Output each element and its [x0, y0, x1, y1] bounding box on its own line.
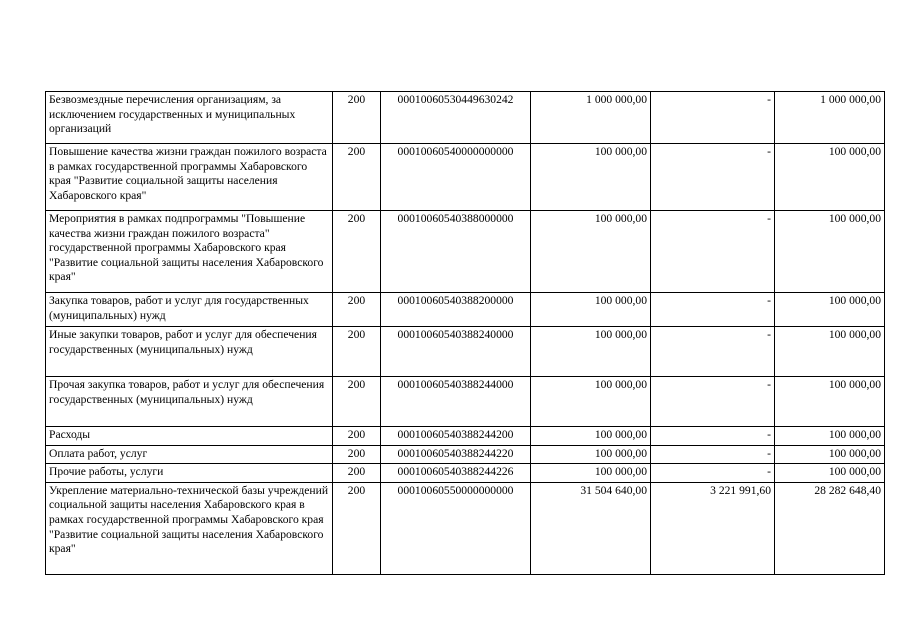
- row-kbk-cell: 00010060540388244000: [381, 377, 531, 427]
- row-kbk-cell: 00010060540388244200: [381, 427, 531, 446]
- row-code-cell: 200: [333, 377, 381, 427]
- row-kbk-cell: 00010060540388244220: [381, 445, 531, 464]
- row-remaining-cell: 1 000 000,00: [775, 92, 885, 144]
- row-name-cell: Безвозмездные перечисления организациям, за исключением государственных и муниципальных организаций: [46, 92, 333, 144]
- row-kbk-cell: 00010060550000000000: [381, 482, 531, 574]
- row-code-cell: 200: [333, 327, 381, 377]
- row-executed-cell: -: [651, 144, 775, 211]
- row-kbk-cell: 00010060540388200000: [381, 293, 531, 327]
- row-name-cell: Мероприятия в рамках подпрограммы "Повышение качества жизни граждан пожилого возраста" государственной программы Хабаровского края "Развитие социальной защиты населения Хабаровского края": [46, 211, 333, 293]
- row-remaining-cell: 100 000,00: [775, 464, 885, 483]
- row-name-cell: Прочие работы, услуги: [46, 464, 333, 483]
- row-executed-cell: -: [651, 92, 775, 144]
- row-executed-cell: 3 221 991,60: [651, 482, 775, 574]
- row-name-cell: Иные закупки товаров, работ и услуг для обеспечения государственных (муниципальных) нужд: [46, 327, 333, 377]
- row-approved-cell: 100 000,00: [531, 327, 651, 377]
- row-approved-cell: 1 000 000,00: [531, 92, 651, 144]
- row-approved-cell: 100 000,00: [531, 144, 651, 211]
- table-row: [46, 92, 885, 144]
- row-code-cell: 200: [333, 482, 381, 574]
- row-code-cell: 200: [333, 427, 381, 446]
- row-kbk-cell: 00010060540388000000: [381, 211, 531, 293]
- row-code-cell: 200: [333, 92, 381, 144]
- row-kbk-cell: 00010060530449630242: [381, 92, 531, 144]
- row-code-cell: 200: [333, 445, 381, 464]
- row-remaining-cell: 100 000,00: [775, 427, 885, 446]
- row-approved-cell: 100 000,00: [531, 445, 651, 464]
- table-row: [46, 427, 885, 446]
- table-row: [46, 293, 885, 327]
- table-row: [46, 482, 885, 574]
- row-name-cell: Оплата работ, услуг: [46, 445, 333, 464]
- row-executed-cell: -: [651, 464, 775, 483]
- table-row: [46, 327, 885, 377]
- row-executed-cell: -: [651, 445, 775, 464]
- row-name-cell: Прочая закупка товаров, работ и услуг для обеспечения государственных (муниципальных) нужд: [46, 377, 333, 427]
- table-row: [46, 211, 885, 293]
- table-row: [46, 144, 885, 211]
- row-kbk-cell: 00010060540388240000: [381, 327, 531, 377]
- table-row: [46, 445, 885, 464]
- row-executed-cell: -: [651, 293, 775, 327]
- row-code-cell: 200: [333, 293, 381, 327]
- row-approved-cell: 31 504 640,00: [531, 482, 651, 574]
- row-approved-cell: 100 000,00: [531, 293, 651, 327]
- row-remaining-cell: 100 000,00: [775, 144, 885, 211]
- row-kbk-cell: 00010060540000000000: [381, 144, 531, 211]
- row-code-cell: 200: [333, 464, 381, 483]
- table-body: [46, 92, 885, 575]
- row-name-cell: Укрепление материально-технической базы учреждений социальной защиты населения Хабаровского края в рамках государственной программы Хабаровского края "Развитие социальной защиты населения Хабаровского края": [46, 482, 333, 574]
- row-approved-cell: 100 000,00: [531, 427, 651, 446]
- row-name-cell: Закупка товаров, работ и услуг для государственных (муниципальных) нужд: [46, 293, 333, 327]
- row-name-cell: Повышение качества жизни граждан пожилого возраста в рамках государственной программы Хабаровского края "Развитие социальной защиты населения Хабаровского края": [46, 144, 333, 211]
- row-executed-cell: -: [651, 327, 775, 377]
- row-code-cell: 200: [333, 211, 381, 293]
- table-row: [46, 464, 885, 483]
- row-remaining-cell: 100 000,00: [775, 327, 885, 377]
- row-executed-cell: -: [651, 211, 775, 293]
- row-remaining-cell: 100 000,00: [775, 211, 885, 293]
- row-remaining-cell: 28 282 648,40: [775, 482, 885, 574]
- row-executed-cell: -: [651, 427, 775, 446]
- row-remaining-cell: 100 000,00: [775, 293, 885, 327]
- row-code-cell: 200: [333, 144, 381, 211]
- row-approved-cell: 100 000,00: [531, 464, 651, 483]
- budget-execution-table: [45, 91, 885, 575]
- table-row: [46, 377, 885, 427]
- row-approved-cell: 100 000,00: [531, 377, 651, 427]
- row-kbk-cell: 00010060540388244226: [381, 464, 531, 483]
- row-name-cell: Расходы: [46, 427, 333, 446]
- row-executed-cell: -: [651, 377, 775, 427]
- row-remaining-cell: 100 000,00: [775, 377, 885, 427]
- row-remaining-cell: 100 000,00: [775, 445, 885, 464]
- row-approved-cell: 100 000,00: [531, 211, 651, 293]
